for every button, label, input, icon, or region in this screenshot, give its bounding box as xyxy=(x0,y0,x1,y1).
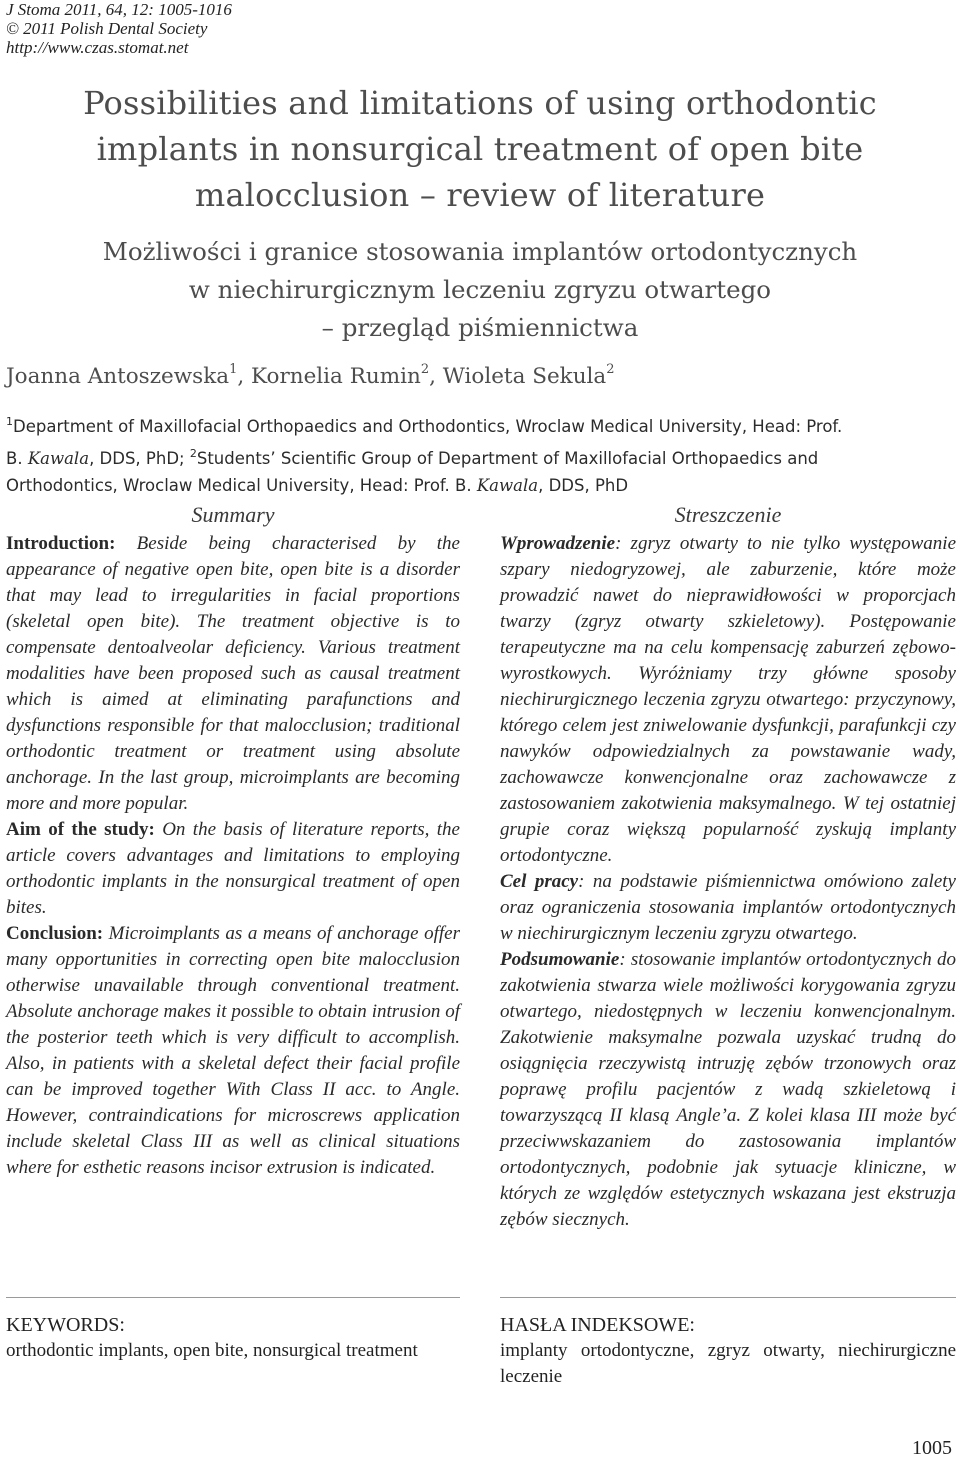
section-label: Wprowadzenie xyxy=(500,533,616,554)
summary-aim: Aim of the study: On the basis of literature reports, the article covers advantages and limitations to employing orthodontic implants in the nonsurgical treatment of open bites. xyxy=(6,819,460,918)
page-number: 1005 xyxy=(912,1437,952,1459)
affiliation-line: $^1$Department of Maxillofacial Orthopaedics and Orthodontics, Wroclaw Medical University, Head: Prof. xyxy=(6,415,843,436)
author-list xyxy=(6,362,615,389)
section-label: Podsumowanie xyxy=(500,949,620,970)
title-pl-line: Możliwości i granice stosowania implantów ortodontycznych xyxy=(102,237,858,266)
journal-url[interactable]: http://www.czas.stomat.net xyxy=(6,38,189,57)
streszczenie-column xyxy=(500,502,956,1233)
affiliation-line: B. Kawala, DDS, PhD; $^2$Students’ Scientific Group of Department of Maxillofacial Orthopaedics and xyxy=(6,447,819,468)
section-label: Introduction: xyxy=(6,533,116,554)
hasla-label: HASŁA INDEKSOWE: xyxy=(500,1314,695,1336)
section-label: Aim of the study: xyxy=(6,819,155,840)
author-name: Joanna Antoszewska xyxy=(6,364,230,389)
title-pl-line: – przegląd piśmiennictwa xyxy=(321,313,639,342)
journal-header xyxy=(6,0,232,57)
section-label: Conclusion: xyxy=(6,923,104,944)
streszczenie-cel: Cel pracy: na podstawie piśmiennictwa omówiono zalety oraz ograniczenia stosowania implantów ortodontycznych w niechirurgicznym leczeniu zgryzu otwartego. xyxy=(500,871,956,944)
author-name: , Wioleta Sekula xyxy=(429,364,607,389)
title-pl-line: w niechirurgicznym leczeniu zgryzu otwartego xyxy=(188,275,772,304)
keywords-text: orthodontic implants, open bite, nonsurgical treatment xyxy=(6,1340,418,1361)
affil-sup: 1 xyxy=(6,415,13,428)
hasla-text: implanty ortodontyczne, zgryz otwarty, niechirurgiczne leczenie xyxy=(500,1340,956,1387)
streszczenie-wprowadzenie: Wprowadzenie: zgryz otwarty to nie tylko występowanie szpary niedogryzowej, ale zaburzenie, które może prowadzić nawet do nieprawidłowości w proporcjach twarzy (zgryz otwarty szkieletowy). Postępowanie terapeutyczne ma na celu kompensację zaburzeń zębowo-wyrostkowych. Wyróżniamy trzy główne sposoby niechirurgicznego leczenia zgryzu otwartego: przyczynowy, którego celem jest zniwelowanie dysfunkcji, parafunkcji czy nawyków odpowiedzialnych za powstawanie wady, zachowawcze konwencjonalne oraz zachowawcze z zastosowaniem zakotwienia maksymalnego. W tej ostatniej grupie coraz większą popularność zyskują implanty ortodontyczne. xyxy=(500,533,956,866)
author-affil-sup: 1 xyxy=(229,362,238,377)
keywords-block xyxy=(6,1312,460,1364)
affiliations xyxy=(6,408,954,499)
hasla-block xyxy=(500,1312,956,1390)
streszczenie-heading: Streszczenie xyxy=(674,502,782,527)
journal-copyright: © 2011 Polish Dental Society xyxy=(6,19,208,38)
keywords-divider xyxy=(6,1297,460,1298)
title-polish xyxy=(0,233,960,347)
title-english xyxy=(0,80,960,218)
title-en-line: Possibilities and limitations of using orthodontic xyxy=(83,84,877,122)
streszczenie-podsumowanie: Podsumowanie: stosowanie implantów ortodontycznych do zakotwienia stwarza wiele możliwości korygowania zgryzu otwartego, niedostępnych w leczeniu konwencjonalnym. Zakotwienie maksymalne pozwala uzyskać trudną do osiągnięcia rzeczywistą intruzję zębów trzonowych oraz poprawę profilu pacjentów z wadą szkieletową i towarzyszącą II klasą Angle’a. Z kolei klasa III może być przeciwwskazaniem do zastosowania implantów ortodontycznych, podobnie jak sytuacje kliniczne, w których ze względów estetycznych wskazana jest ekstruzja zębów siecznych. xyxy=(500,949,956,1230)
keywords-label: KEYWORDS: xyxy=(6,1314,125,1336)
hasla-divider xyxy=(500,1297,956,1298)
affiliation-line: Orthodontics, Wroclaw Medical University, Head: Prof. B. Kawala, DDS, PhD xyxy=(6,476,629,495)
author-name: , Kornelia Rumin xyxy=(237,364,421,389)
title-en-line: implants in nonsurgical treatment of open bite xyxy=(96,130,864,168)
section-label: Cel pracy xyxy=(500,871,579,892)
summary-conclusion: Conclusion: Microimplants as a means of anchorage offer many opportunities in correcting open bite malocclusion otherwise unavailable through conventional treatment. Absolute anchorage makes it possible to obtain intrusion of the posterior teeth which is very difficult to accomplish. Also, in patients with a skeletal defect their facial profile can be improved together With Class II acc. to Angle. However, contraindications for microscrews application include skeletal Class III as well as clinical situations where for esthetic reasons incisor extrusion is indicated. xyxy=(6,923,460,1178)
summary-column xyxy=(6,502,460,1181)
author-affil-sup: 2 xyxy=(420,362,430,377)
author-affil-sup: 2 xyxy=(606,362,615,377)
affil-sup: 2 xyxy=(189,447,197,460)
summary-heading: Summary xyxy=(191,502,275,527)
summary-introduction: Introduction: Beside being characterised by the appearance of negative open bite, open bite is a disorder that may lead to irregularities in facial proportions (skeletal open bite). The treatment objective is to compensate dentoalveolar deficiency. Various treatment modalities have been proposed such as causal treatment which is aimed at eliminating parafunctions and dysfunctions responsible for that malocclusion; traditional orthodontic treatment or treatment using absolute anchorage. In the last group, microimplants are becoming more and more popular. xyxy=(6,533,460,814)
journal-citation: J Stoma 2011, 64, 12: 1005-1016 xyxy=(6,0,232,19)
title-en-line: malocclusion – review of literature xyxy=(194,176,766,214)
